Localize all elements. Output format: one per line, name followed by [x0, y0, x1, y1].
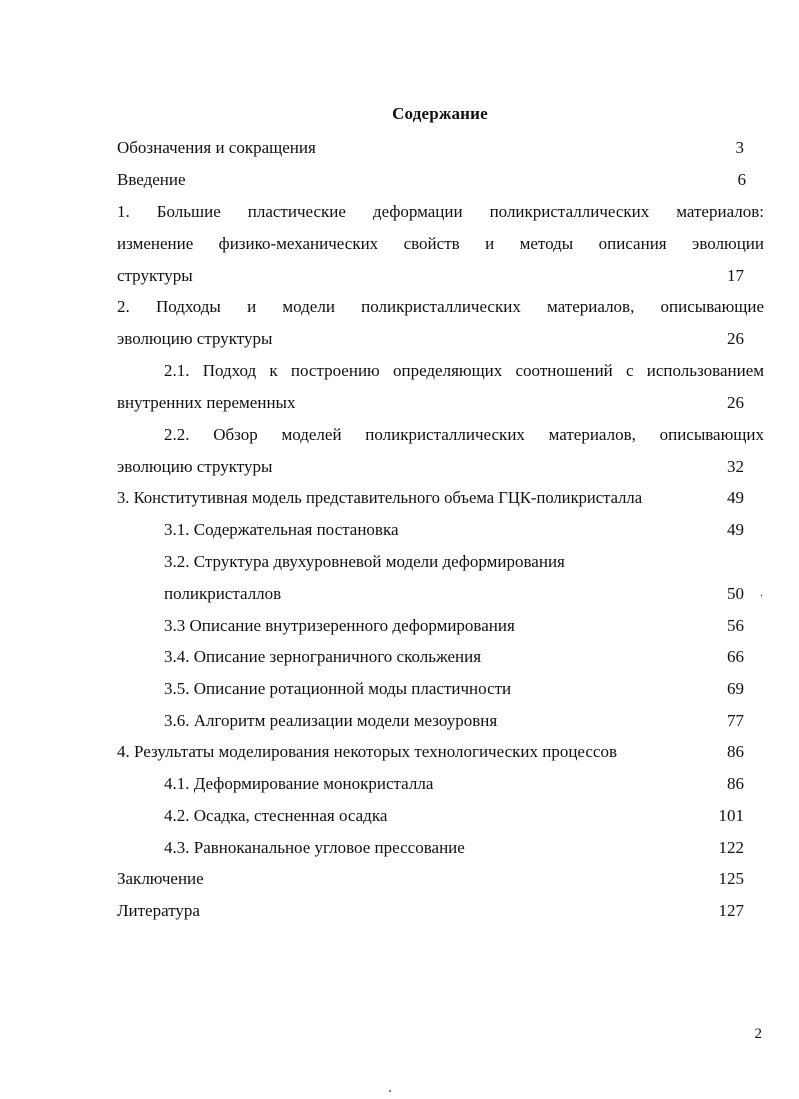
- toc-page-s4-2: 101: [718, 806, 744, 825]
- page-number: 2: [754, 1026, 762, 1042]
- toc-entry-ch1-line3: структуры: [117, 266, 193, 285]
- toc-entry-ch4: 4. Результаты моделирования некоторых технологических процессов: [117, 742, 618, 761]
- toc-entry-s3-1: 3.1. Содержательная постановка: [164, 520, 399, 539]
- toc-page-s4-1: 86: [727, 774, 744, 793]
- toc-entry-ch2-line1: 2. Подходы и модели поликристаллических материалов, описывающие: [117, 297, 764, 316]
- toc-entry-conclusion: Заключение: [117, 869, 204, 888]
- scan-speck: [389, 1090, 391, 1092]
- toc-page-s2-1: 26: [727, 393, 744, 412]
- toc-entry-s3-2-line1: 3.2. Структура двухуровневой модели деформирования: [164, 552, 565, 571]
- toc-entry-s3-6: 3.6. Алгоритм реализации модели мезоуровня: [164, 711, 498, 730]
- toc-entry-ch1-line2: изменение физико-механических свойств и методы описания эволюции: [117, 234, 764, 253]
- toc-entry-intro: Введение: [117, 170, 186, 189]
- toc-page-s3-3: 56: [727, 616, 744, 635]
- toc-entry-ch2-line2: эволюцию структуры: [117, 329, 273, 348]
- scan-speck: [761, 594, 762, 597]
- toc-page-s3-2: 50: [727, 584, 744, 603]
- toc-page-s3-1: 49: [727, 520, 744, 539]
- toc-page-s3-5: 69: [727, 679, 744, 698]
- toc-page-abbr: 3: [735, 138, 744, 157]
- toc-page-refs: 127: [718, 901, 744, 920]
- toc-entry-refs: Литература: [117, 901, 200, 920]
- toc-title: Содержание: [392, 104, 488, 123]
- toc-entry-s2-1-line2: внутренних переменных: [117, 393, 296, 412]
- toc-entry-s2-1-line1: 2.1. Подход к построению определяющих соотношений с использованием: [164, 361, 764, 380]
- toc-entry-s4-3: 4.3. Равноканальное угловое прессование: [164, 838, 465, 857]
- toc-page-conclusion: 125: [718, 869, 744, 888]
- toc-entry-abbr: Обозначения и сокращения: [117, 138, 316, 157]
- toc-page-intro: 6: [737, 170, 746, 189]
- toc-page-ch1: 17: [727, 266, 744, 285]
- toc-page-ch3: 49: [727, 488, 744, 507]
- toc-entry-s3-4: 3.4. Описание зернограничного скольжения: [164, 647, 482, 666]
- toc-page-s3-4: 66: [727, 647, 744, 666]
- toc-entry-s2-2-line2: эволюцию структуры: [117, 457, 273, 476]
- toc-entry-s4-2: 4.2. Осадка, стесненная осадка: [164, 806, 388, 825]
- toc-page-s4-3: 122: [718, 838, 744, 857]
- toc-page-s3-6: 77: [727, 711, 744, 730]
- toc-page-ch4: 86: [727, 742, 744, 761]
- toc-entry-s3-3: 3.3 Описание внутризеренного деформирования: [164, 616, 515, 635]
- toc-page-ch2: 26: [727, 329, 744, 348]
- toc-entry-ch3: 3. Конститутивная модель представительного объема ГЦК-поликристалла: [117, 488, 643, 507]
- toc-entry-s4-1: 4.1. Деформирование монокристалла: [164, 774, 434, 793]
- toc-entry-s3-2-line2: поликристаллов: [164, 584, 282, 603]
- toc-entry-s2-2-line1: 2.2. Обзор моделей поликристаллических материалов, описывающих: [164, 425, 764, 444]
- toc-entry-s3-5: 3.5. Описание ротационной моды пластичности: [164, 679, 512, 698]
- toc-entry-ch1-line1: 1. Большие пластические деформации поликристаллических материалов:: [117, 202, 764, 221]
- toc-page-s2-2: 32: [727, 457, 744, 476]
